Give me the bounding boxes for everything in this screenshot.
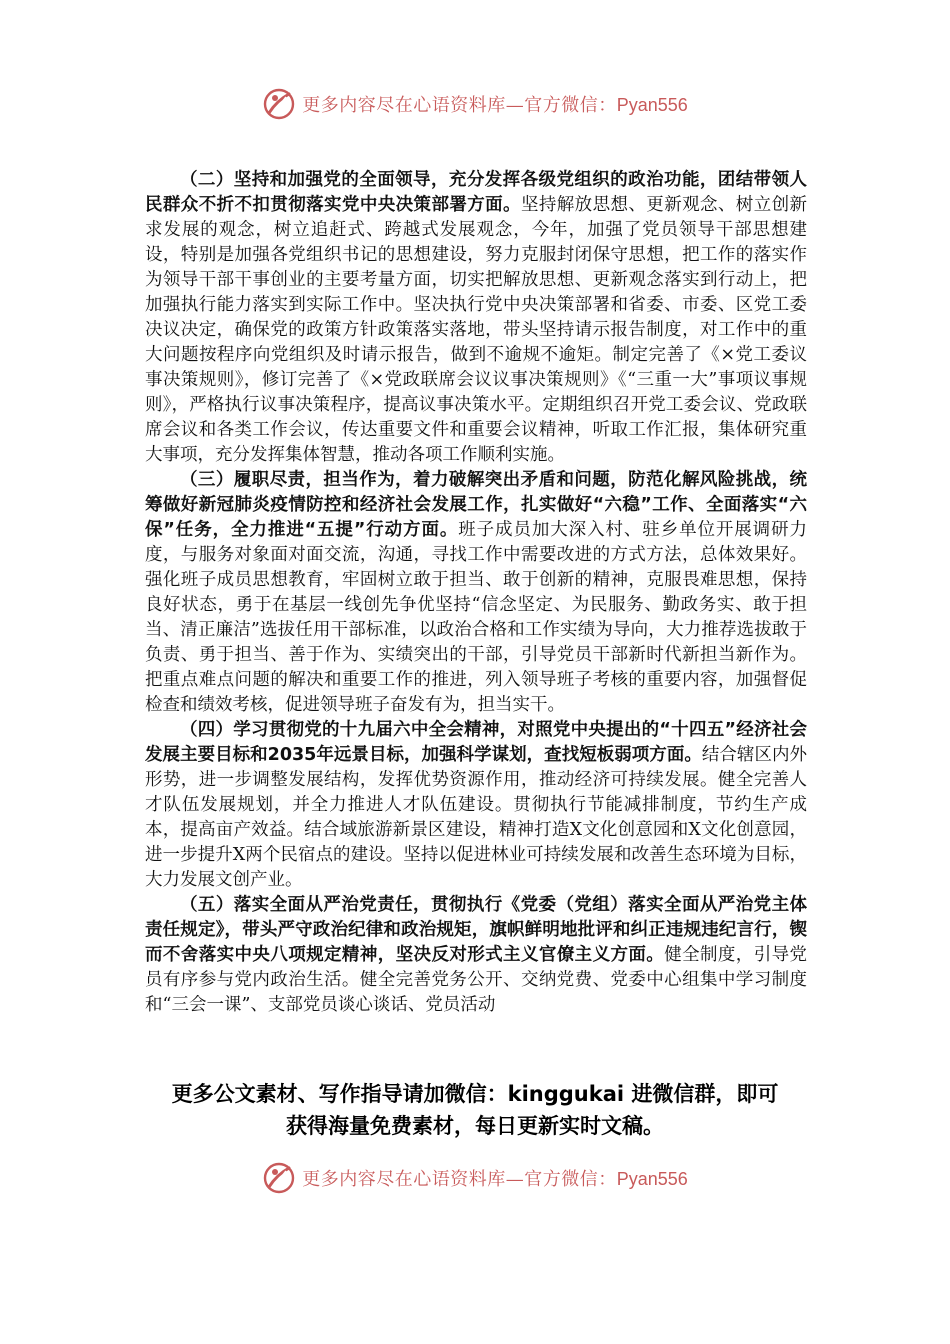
section-2-body: 坚持解放思想、更新观念、树立创新求发展的观念，树立追赶式、跨越式发展观念，今年，加强了党员领导干部思想建设，特别是加强各党组织书记的思想建设，努力克服封闭保守思想，把工作的落实作为领导干部干事创业的主要考量方面，切实把解放思想、更新观念落实到行动上，把加强执行能力落实到实际工作中。坚决执行党中央决策部署和省委、市委、区党工委决议决定，确保党的政策方针政策落实落地，带头坚持请示报告制度，对工作中的重大问题按程序向党组织及时请示报告，做到不逾规不逾矩。制定完善了《×党工委议事决策规则》，修订完善了《×党政联席会议议事决策规则》《“三重一大”事项议事规则》，严格执行议事决策程序，提高议事决策水平。定期组织召开党工委会议、党政联席会议和各类工作会议，传达重要文件和重要会议精神，听取工作汇报，集体研究重大事项，充分发挥集体智慧，推动各项工作顺利实施。 — [145, 195, 808, 465]
section-3-paragraph — [145, 468, 807, 718]
section-4-heading: （四）学习贯彻党的十九届六中全会精神，对照党中央提出的“十四五”经济社会发展主要目标和2035年远景目标，加强科学谋划，查找短板弱项方面。 — [145, 720, 807, 765]
section-5-heading: （五）落实全面从严治党责任，贯彻执行《党委（党组）落实全面从严治党主体责任规定》，带头严守政治纪律和政治规矩，旗帜鲜明地批评和纠正违规违纪言行，锲而不舍落实中央八项规定精神，坚决反对形式主义官僚主义方面。 — [145, 895, 807, 965]
section-2-heading: （二）坚持和加强党的全面领导，充分发挥各级党组织的政治功能，团结带领人民群众不折不扣贯彻落实党中央决策部署方面。 — [145, 170, 807, 215]
brand-name: 更多内容尽在心语资料库 — [302, 1169, 506, 1190]
brand-logo-icon — [262, 87, 296, 121]
section-5-body: 健全制度，引导党员有序参与党内政治生活。健全完善党务公开、交纳党费、党委中心组集中学习制度和“三会一课”、支部党员谈心谈话、党员活动 — [145, 945, 808, 1015]
brand-wechat-id: Pyan556 — [616, 95, 688, 115]
brand-logo-icon — [262, 1161, 296, 1195]
section-4-paragraph — [145, 718, 807, 893]
section-5-paragraph — [145, 893, 807, 1018]
section-2-paragraph — [145, 168, 807, 468]
brand-separator: — — [505, 1169, 525, 1190]
section-3-body: 班子成员加大深入村、驻乡单位开展调研力度，与服务对象面对面交流，沟通，寻找工作中需要改进的方式方法，总体效果好。强化班子成员思想教育，牢固树立敢于担当、敢于创新的精神，克服畏难思想，保持良好状态，勇于在基层一线创先争优坚持“信念坚定、为民服务、勤政务实、敢于担当、清正廉洁”选拔任用干部标准，以政治合格和工作实绩为导向，大力推荐选拔敢于负责、勇于担当、善于作为、实绩突出的干部，引导党员干部新时代新担当新作为。把重点难点问题的解决和重要工作的推进，列入领导班子考核的重要内容，加强督促检查和绩效考核，促进领导班子奋发有为，担当实干。 — [145, 520, 807, 715]
promo-banner — [95, 1078, 855, 1142]
footer-watermark — [0, 1158, 950, 1198]
brand-wechat-id: Pyan556 — [616, 1169, 688, 1189]
document-body — [145, 168, 807, 1018]
section-3-heading: （三）履职尽责，担当作为，着力破解突出矛盾和问题，防范化解风险挑战，统筹做好新冠肺炎疫情防控和经济社会发展工作，扎实做好“六稳”工作、全面落实“六保”任务，全力推进“五提”行动方面。 — [145, 470, 807, 540]
brand-wechat-label: 官方微信： — [524, 95, 617, 116]
promo-line-1: 更多公文素材、写作指导请加微信：kinggukai 进微信群，即可 — [171, 1082, 779, 1106]
header-watermark — [0, 84, 950, 124]
section-4-body: 结合辖区内外形势，进一步调整发展结构，发挥优势资源作用，推动经济可持续发展。健全完善人才队伍发展规划，并全力推进人才队伍建设。贯彻执行节能减排制度，节约生产成本，提高亩产效益。结合域旅游新景区建设，精神打造X文化创意园和X文化创意园，进一步提升X两个民宿点的建设。坚持以促进林业可持续发展和改善生态环境为目标，大力发展文创产业。 — [145, 745, 807, 890]
brand-wechat-label: 官方微信： — [524, 1169, 617, 1190]
promo-line-2: 获得海量免费素材，每日更新实时文稿。 — [286, 1114, 664, 1138]
brand-name: 更多内容尽在心语资料库 — [302, 95, 506, 116]
brand-separator: — — [505, 95, 525, 116]
